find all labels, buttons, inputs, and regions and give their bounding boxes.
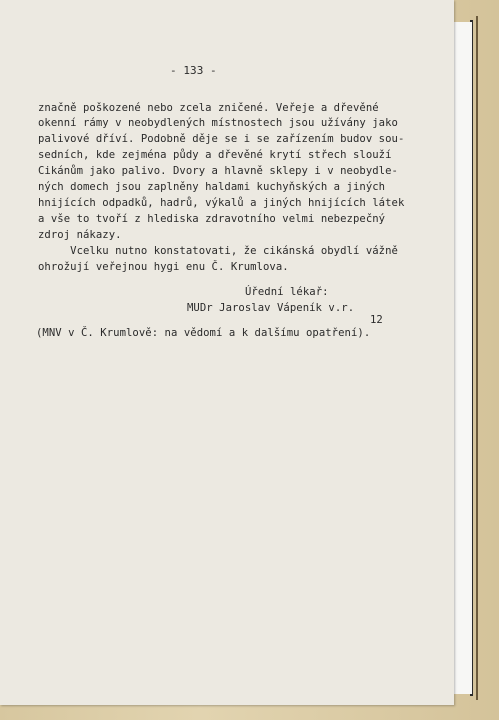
cc-note: (MNV v Č. Krumlově: na vědomí a k dalšímu opatření). (36, 327, 371, 339)
body-line: Cikánům jako palivo. Dvory a hlavně sklepy i v neobydle- (38, 165, 398, 177)
body-line: hnijících odpadků, hadrů, výkalů a jiných hnijících látek (38, 197, 405, 209)
body-line: palivové dříví. Podobně děje se i se zařízením budov sou- (38, 133, 405, 145)
body-line: ohrožují veřejnou hygi enu Č. Krumlova. (38, 261, 289, 273)
body-line: ných domech jsou zaplněny haldami kuchyňských a jiných (38, 181, 386, 193)
body-line: zdroj nákazy. (38, 229, 122, 241)
footnote-number: 12 (370, 314, 383, 326)
body-line: sedních, kde zejména půdy a dřevěné krytí střech slouží (38, 149, 392, 161)
body-line: okenní rámy v neobydlených místnostech jsou užívány jako (38, 117, 398, 129)
body-line: značně poškozené nebo zcela zničené. Veřeje a dřevěné (38, 102, 379, 114)
signature-title: Úřední lékař: (245, 286, 329, 298)
signature-name: MUDr Jaroslav Vápeník v.r. (187, 302, 355, 314)
body-line: a vše to tvoří z hlediska zdravotního velmi nebezpečný (38, 213, 386, 225)
body-line: Vcelku nutno konstatovati, že cikánská obydlí vážně (38, 245, 398, 257)
binder-edge (476, 16, 478, 700)
page-number: - 133 - (170, 64, 217, 77)
